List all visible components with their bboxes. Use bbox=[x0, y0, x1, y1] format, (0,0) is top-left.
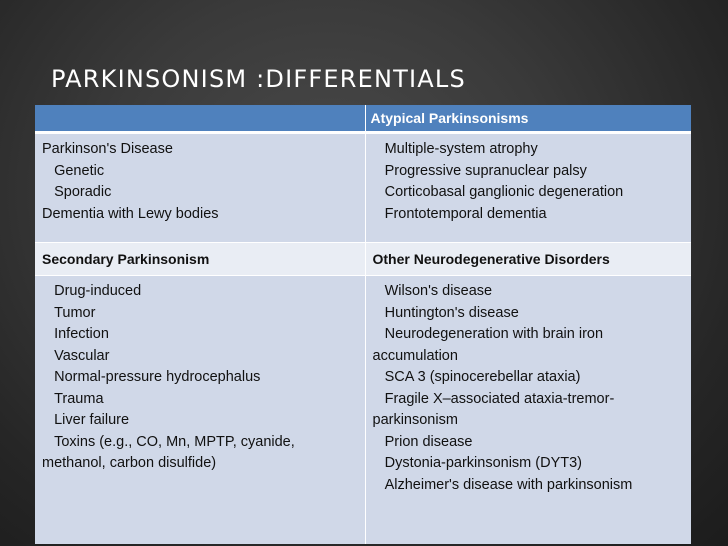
list-item: methanol, carbon disulfide) bbox=[42, 455, 217, 471]
list-secondary-parkinsonism bbox=[35, 276, 365, 475]
list-item: Vascular bbox=[42, 347, 110, 364]
cell-atypical-list bbox=[365, 133, 691, 243]
slide-title: PARKINSONISM :DIFFERENTIALS bbox=[51, 65, 466, 93]
list-item: Genetic bbox=[42, 162, 105, 179]
list-item: Multiple-system atrophy bbox=[372, 141, 538, 157]
list-item: Dementia with Lewy bodies bbox=[42, 205, 219, 222]
header-cell-left bbox=[35, 105, 365, 133]
differentials-table bbox=[35, 105, 691, 544]
cell-parkinsons-disease bbox=[35, 133, 365, 243]
table-subheader-row bbox=[35, 243, 691, 276]
list-item: Drug-induced bbox=[42, 283, 142, 299]
subheader-cell-secondary bbox=[35, 243, 365, 276]
list-item: Prion disease bbox=[372, 433, 473, 450]
list-item: Huntington's disease bbox=[372, 304, 519, 321]
list-item: Progressive supranuclear palsy bbox=[372, 162, 587, 179]
list-item: Toxins (e.g., CO, Mn, MPTP, cyanide, bbox=[42, 433, 295, 450]
list-atypical-parkinsonisms bbox=[366, 134, 692, 225]
list-item: Dystonia-parkinsonism (DYT3) bbox=[372, 455, 583, 471]
cell-other-list bbox=[365, 276, 691, 545]
list-item: Liver failure bbox=[42, 412, 130, 428]
list-item: Frontotemporal dementia bbox=[372, 205, 547, 222]
list-other-neurodegenerative bbox=[366, 276, 692, 496]
list-item: Trauma bbox=[42, 390, 104, 407]
list-item: Corticobasal ganglionic degeneration bbox=[372, 184, 624, 200]
subheader-other-neurodegenerative: Other Neurodegenerative Disorders bbox=[372, 251, 610, 267]
list-item: accumulation bbox=[372, 347, 458, 364]
list-item: Wilson's disease bbox=[372, 283, 493, 299]
list-parkinsons-disease bbox=[35, 134, 365, 225]
list-item: Tumor bbox=[42, 304, 96, 321]
list-item: Infection bbox=[42, 326, 109, 342]
list-item: Sporadic bbox=[42, 184, 112, 200]
list-item: Normal-pressure hydrocephalus bbox=[42, 369, 261, 385]
list-item: Neurodegeneration with brain iron bbox=[372, 326, 604, 342]
subheader-cell-other bbox=[365, 243, 691, 276]
header-cell-atypical bbox=[365, 105, 691, 133]
list-item: Parkinson's Disease bbox=[42, 141, 173, 157]
header-atypical-parkinsonisms: Atypical Parkinsonisms bbox=[370, 110, 529, 126]
table-row bbox=[35, 276, 691, 545]
subheader-secondary-parkinsonism: Secondary Parkinsonism bbox=[42, 251, 210, 267]
cell-secondary-list bbox=[35, 276, 365, 545]
list-item: Alzheimer's disease with parkinsonism bbox=[372, 476, 633, 493]
list-item: parkinsonism bbox=[372, 412, 458, 428]
table-row bbox=[35, 133, 691, 243]
list-item: SCA 3 (spinocerebellar ataxia) bbox=[372, 369, 581, 385]
table-header-row bbox=[35, 105, 691, 133]
list-item: Fragile X–associated ataxia-tremor- bbox=[372, 390, 615, 407]
